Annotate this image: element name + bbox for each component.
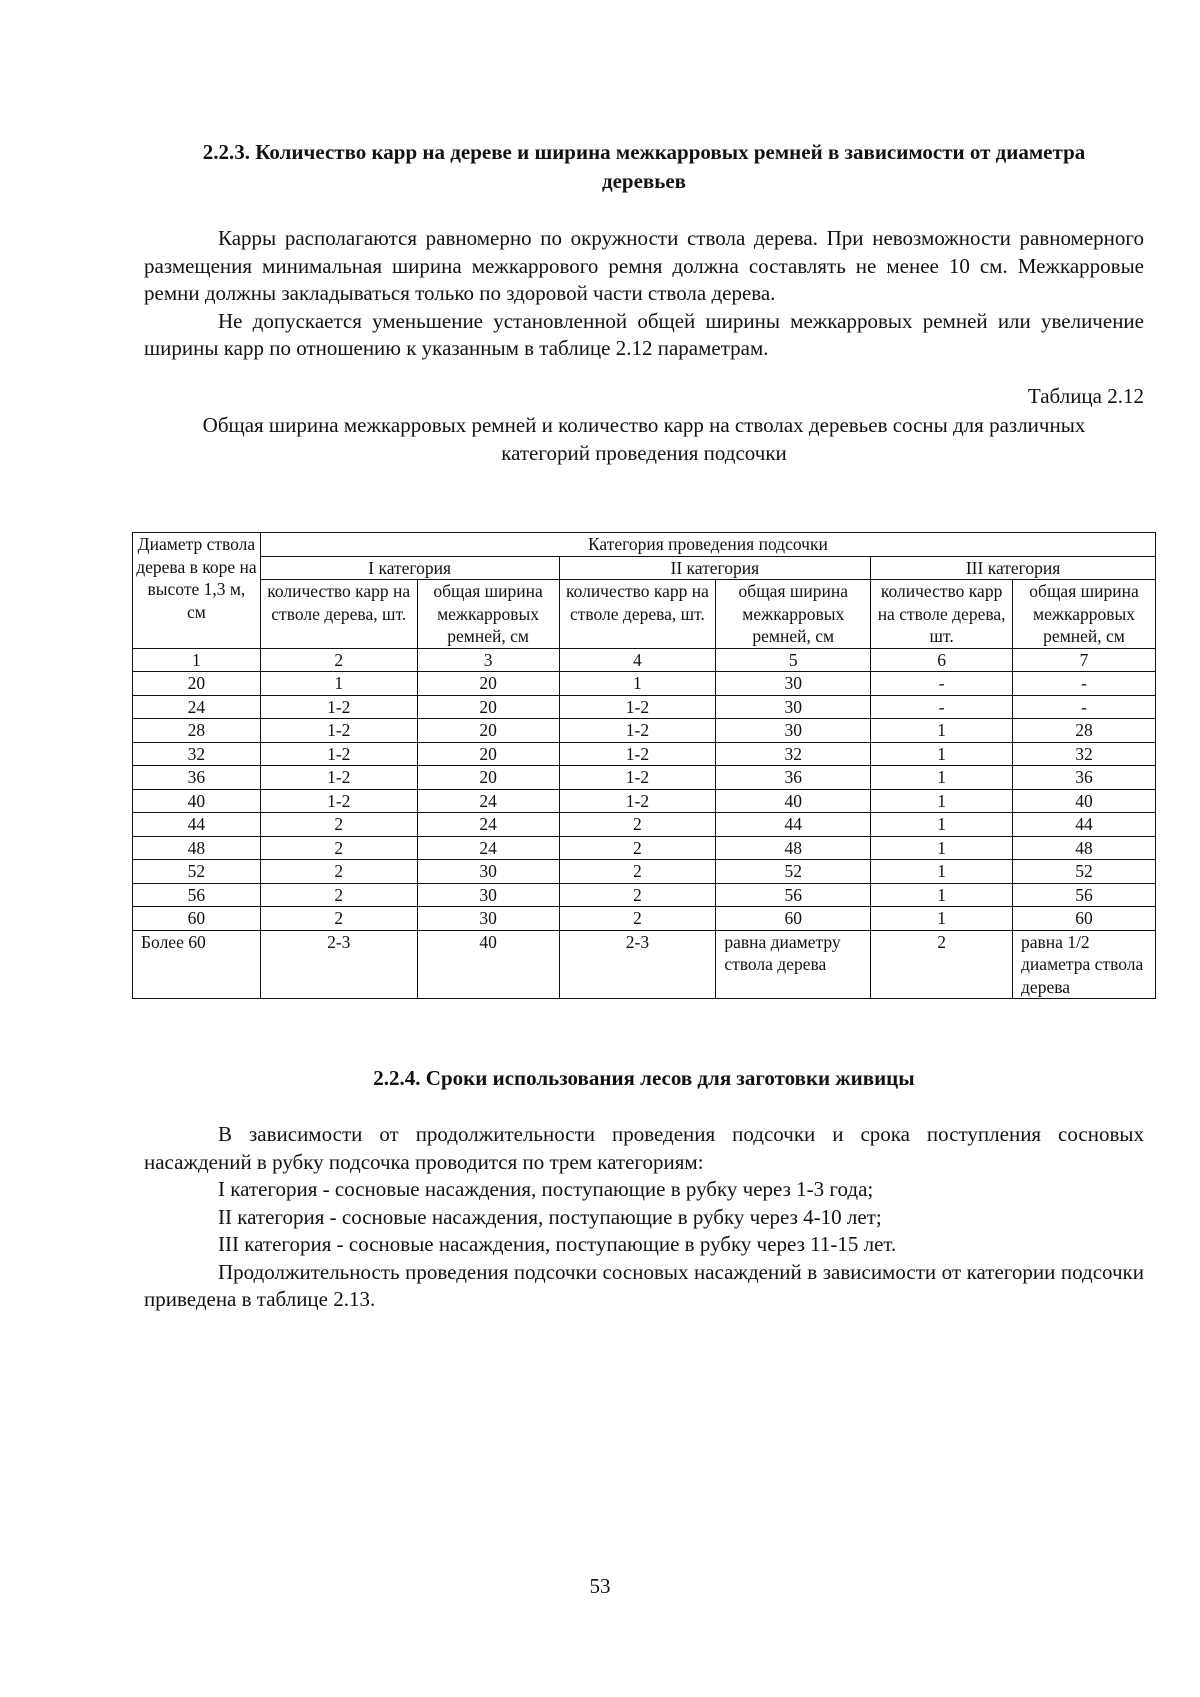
table-cell: 20 (417, 766, 559, 790)
table-cell: 52 (133, 860, 261, 884)
paragraph: I категория - сосновые насаждения, поступающие в рубку через 1-3 года; (218, 1177, 874, 1201)
table-cell: 2 (260, 860, 417, 884)
table-cell: 40 (716, 789, 871, 813)
table-title: Общая ширина межкарровых ремней и количество карр на стволах деревьев сосны для различных категорий проведения подсочки (202, 412, 1086, 465)
table-cell: 2 (559, 907, 716, 931)
header-category: Категория проведения подсочки (260, 533, 1155, 557)
header-category-3: III категория (871, 556, 1156, 580)
table-cell: 44 (1013, 813, 1156, 837)
table-cell: равна диаметру ствола дерева (716, 930, 871, 999)
table-cell: 52 (1013, 860, 1156, 884)
table-cell: 60 (1013, 907, 1156, 931)
table-cell: 56 (133, 883, 261, 907)
table-cell: 56 (716, 883, 871, 907)
column-number-row (133, 648, 1156, 672)
table-cell: 40 (1013, 789, 1156, 813)
table-cell: 20 (133, 672, 261, 696)
table-row (133, 789, 1156, 813)
table-cell: - (871, 695, 1013, 719)
table-cell: 36 (1013, 766, 1156, 790)
table-cell: 30 (716, 719, 871, 743)
subheader-cell: общая ширина межкарровых ремней, см (1013, 580, 1156, 649)
table-cell: 30 (417, 907, 559, 931)
table-label: Таблица 2.12 (1027, 383, 1144, 408)
table-cell: 2 (260, 813, 417, 837)
table-cell: 52 (716, 860, 871, 884)
table-row (133, 719, 1156, 743)
table-cell: 1-2 (260, 789, 417, 813)
section-heading: 2.2.3. Количество карр на дереве и ширина межкарровых ремней в зависимости от диаметра деревьев (202, 140, 1086, 193)
table-cell: 48 (1013, 836, 1156, 860)
table-cell: 30 (716, 695, 871, 719)
table-cell: 32 (716, 742, 871, 766)
paragraph: Продолжительность проведения подсочки сосновых насаждений в зависимости от категории подсочки приведена в таблице 2.13. (144, 1259, 1144, 1311)
table-cell: 24 (417, 836, 559, 860)
table-row (133, 930, 1156, 999)
table-row (133, 813, 1156, 837)
table-cell: 2-3 (559, 930, 716, 999)
section-2-2-3 (144, 138, 1144, 467)
table-cell: 1-2 (559, 742, 716, 766)
table-cell: 20 (417, 695, 559, 719)
header-diameter: Диаметр ствола дерева в коре на высоте 1,3 м, см (133, 533, 261, 649)
table-cell: 30 (417, 883, 559, 907)
table-cell: 56 (1013, 883, 1156, 907)
table-cell: 30 (716, 672, 871, 696)
table-cell: 60 (716, 907, 871, 931)
subheader-cell: общая ширина межкарровых ремней, см (716, 580, 871, 649)
table-cell: 1 (871, 789, 1013, 813)
table-row (133, 907, 1156, 931)
table-cell: 1 (871, 836, 1013, 860)
table-cell: 1 (871, 766, 1013, 790)
table-cell: 36 (716, 766, 871, 790)
table-cell: Более 60 (133, 930, 261, 999)
table-cell: 2 (559, 836, 716, 860)
table-row (133, 695, 1156, 719)
table-cell: 20 (417, 672, 559, 696)
table-cell: 1 (871, 907, 1013, 931)
paragraph: Карры располагаются равномерно по окружности ствола дерева. При невозможности равномерного размещения минимальная ширина межкаррового ремня должна составлять не менее 10 см. Межкарровые ремни должны закладываться только по здоровой части ствола дерева. (144, 226, 1144, 305)
table-cell: 40 (133, 789, 261, 813)
table-cell: 1-2 (260, 719, 417, 743)
data-table (132, 532, 1156, 999)
table-cell: 24 (417, 789, 559, 813)
table-cell: равна 1/2 диаметра ствола дерева (1013, 930, 1156, 999)
paragraph: II категория - сосновые насаждения, поступающие в рубку через 4-10 лет; (218, 1204, 882, 1229)
table-cell: 1 (559, 672, 716, 696)
table-cell: 1 (871, 860, 1013, 884)
table-row (133, 672, 1156, 696)
table-cell: 1-2 (260, 695, 417, 719)
table-cell: 1 (871, 719, 1013, 743)
table-cell: 1 (260, 672, 417, 696)
section-heading: 2.2.4. Сроки использования лесов для заготовки живицы (373, 1066, 915, 1090)
table-row (133, 836, 1156, 860)
table-cell: 1-2 (260, 766, 417, 790)
table-cell: 28 (133, 719, 261, 743)
table-row (133, 883, 1156, 907)
table-cell: 1 (871, 813, 1013, 837)
column-number: 2 (260, 648, 417, 672)
table-cell: 20 (417, 742, 559, 766)
subheader-cell: количество карр на стволе дерева, шт. (871, 580, 1013, 649)
subheader-cell: количество карр на стволе дерева, шт. (260, 580, 417, 649)
table-cell: 1 (871, 742, 1013, 766)
table-cell: 20 (417, 719, 559, 743)
table-cell: - (1013, 695, 1156, 719)
column-number: 1 (133, 648, 261, 672)
table-cell: 48 (716, 836, 871, 860)
table-cell: 44 (133, 813, 261, 837)
table-cell: 32 (133, 742, 261, 766)
page-number: 53 (589, 1574, 611, 1598)
subheader-cell: количество карр на стволе дерева, шт. (559, 580, 716, 649)
table-cell: 2 (260, 907, 417, 931)
table-cell: 2 (260, 836, 417, 860)
table-cell: 32 (1013, 742, 1156, 766)
column-number: 5 (716, 648, 871, 672)
section-2-2-4 (144, 1064, 1144, 1314)
table-cell: 36 (133, 766, 261, 790)
table-cell: 1-2 (559, 789, 716, 813)
table-cell: 2 (559, 883, 716, 907)
header-category-1: I категория (260, 556, 559, 580)
table-cell: 2 (559, 860, 716, 884)
header-category-2: II категория (559, 556, 871, 580)
paragraph: Не допускается уменьшение установленной общей ширины межкарровых ремней или увеличение ширины карр по отношению к указанным в таблице 2.12 параметрам. (144, 308, 1144, 360)
table-cell: - (1013, 672, 1156, 696)
table-cell: 44 (716, 813, 871, 837)
table-cell: 60 (133, 907, 261, 931)
table-cell: 1 (871, 883, 1013, 907)
table-row (133, 860, 1156, 884)
table-cell: 28 (1013, 719, 1156, 743)
table-body (133, 672, 1156, 999)
table-cell: 40 (417, 930, 559, 999)
table-cell: 2 (260, 883, 417, 907)
table-cell: 30 (417, 860, 559, 884)
column-number: 3 (417, 648, 559, 672)
table-row (133, 766, 1156, 790)
subheader-cell: общая ширина межкарровых ремней, см (417, 580, 559, 649)
table-cell: 2 (559, 813, 716, 837)
paragraph: III категория - сосновые насаждения, поступающие в рубку через 11-15 лет. (218, 1232, 897, 1256)
table-cell: 1-2 (559, 719, 716, 743)
paragraph: В зависимости от продолжительности проведения подсочки и срока поступления сосновых насаждений в рубку подсочка проводится по трем категориям: (144, 1122, 1144, 1174)
table-cell: 48 (133, 836, 261, 860)
table-cell: 24 (133, 695, 261, 719)
table-cell: 1-2 (559, 695, 716, 719)
column-number: 7 (1013, 648, 1156, 672)
column-number: 6 (871, 648, 1013, 672)
table-cell: 1-2 (559, 766, 716, 790)
column-number: 4 (559, 648, 716, 672)
table-cell: 2 (871, 930, 1013, 999)
table-cell: 2-3 (260, 930, 417, 999)
table-row (133, 742, 1156, 766)
table-cell: - (871, 672, 1013, 696)
table-cell: 24 (417, 813, 559, 837)
table-cell: 1-2 (260, 742, 417, 766)
